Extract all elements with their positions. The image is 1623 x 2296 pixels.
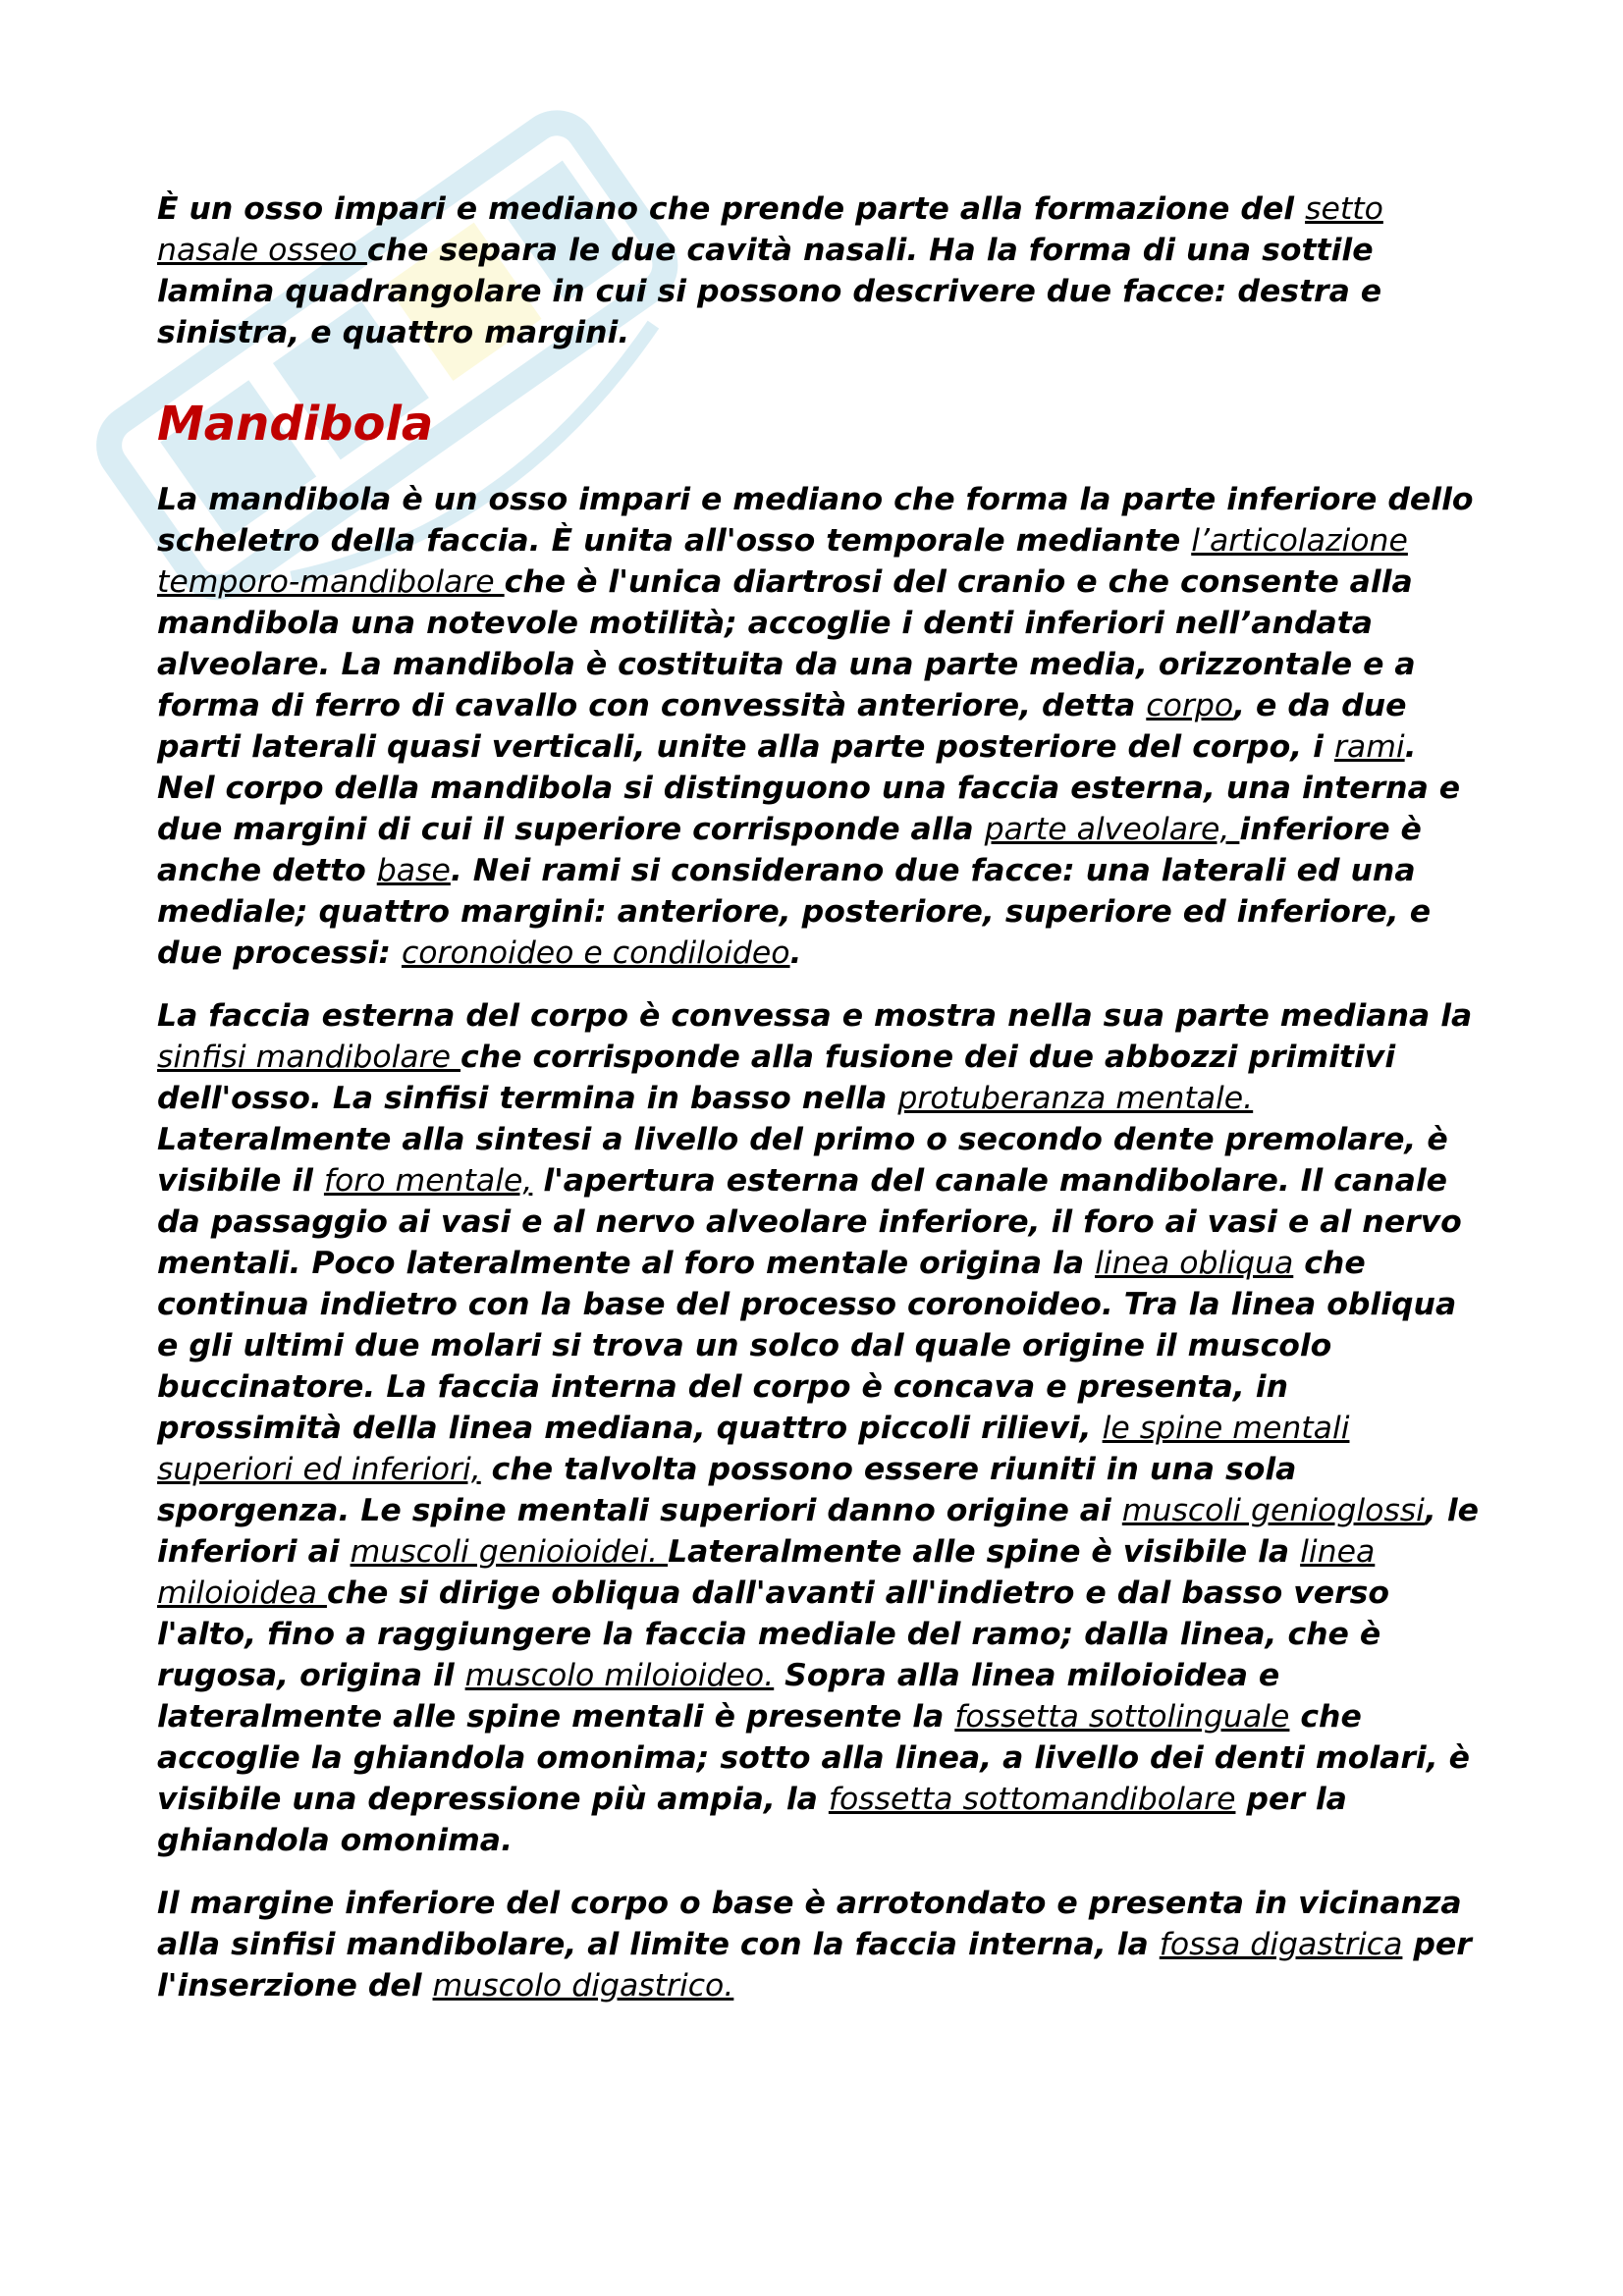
underlined-term: fossetta sottomandibolare: [828, 1782, 1236, 1817]
underlined-term: muscoli genioglossi: [1121, 1493, 1425, 1528]
text-run: per la ghiandola omonima.: [157, 1782, 1347, 1858]
intro-paragraph: [157, 188, 1483, 353]
text-run: che corrisponde alla fusione dei due abbozzi primitivi dell'osso. La sinfisi termina in basso nella: [157, 1040, 1396, 1116]
text-run: per l'inserzione del: [157, 1927, 1472, 2003]
text-run: che accoglie la ghiandola omonima; sotto alla linea, a livello dei denti molari, è visibile una depressione più ampia, la: [157, 1699, 1471, 1817]
underlined-term: muscolo miloioideo.: [464, 1658, 775, 1693]
external-face-paragraph: [157, 995, 1483, 1861]
text-run: , le inferiori ai: [157, 1493, 1480, 1570]
text-run: che continua indietro con la base del processo coronoideo. Tra la linea obliqua e gli ultimi due molari si trova un solco dal quale origine il muscolo buccinatore. La faccia interna del corpo è concava e presenta, in prossimità della linea mediana, quattro piccoli rilievi,: [157, 1246, 1457, 1446]
underlined-term: linea obliqua: [1095, 1246, 1294, 1281]
document-body: [157, 188, 1483, 2006]
text-run: Sopra alla linea miloioidea e lateralmente alle spine mentali è presente la: [157, 1658, 1280, 1735]
underlined-term: linea miloioidea: [157, 1534, 1376, 1611]
text-run: La mandibola è un osso impari e mediano che forma la parte inferiore dello scheletro della faccia. È unita all'osso temporale mediante: [157, 482, 1474, 559]
text-run: .: [789, 935, 802, 971]
text-run: che è l'unica diartrosi del cranio e che consente alla mandibola una notevole motilità; accoglie i denti inferiori nell’andata alveolare. La mandibola è costituita da una parte media, orizzontale e a forma di ferro di cavallo con convessità anteriore, detta: [157, 564, 1416, 723]
text-run: che si dirige obliqua dall'avanti all'indietro e dal basso verso l'alto, fino a raggiungere la faccia mediale del ramo; dalla linea, che è rugosa, origina il: [157, 1575, 1390, 1693]
lower-margin-paragraph: [157, 1883, 1483, 2006]
text-run: . Nei rami si considerano due facce: una laterali ed una mediale; quattro margini: anteriore, posteriore, superiore ed inferiore, e due processi:: [157, 853, 1432, 971]
underlined-term: l’articolazione temporo-mandibolare: [157, 523, 1408, 600]
underlined-term: base: [376, 853, 451, 888]
underlined-term: rami: [1333, 729, 1405, 765]
text-run: che separa le due cavità nasali. Ha la forma di una sottile lamina quadrangolare in cui si possono descrivere due facce: destra e sinistra, e quattro margini.: [157, 233, 1382, 350]
underlined-term: muscolo digastrico.: [432, 1968, 734, 2003]
text-run: , e da due parti laterali quasi verticali, unite alla parte posteriore del corpo, i: [157, 688, 1407, 765]
underlined-term: corpo: [1146, 688, 1234, 723]
underlined-term: fossa digastrica: [1159, 1927, 1403, 1962]
text-run: inferiore è anche detto: [157, 812, 1422, 888]
underlined-term: coronoideo e condiloideo: [401, 935, 790, 971]
text-run: che talvolta possono essere riuniti in una sola sporgenza. Le spine mentali superiori danno origine ai: [157, 1452, 1297, 1528]
mandible-overview-paragraph: [157, 479, 1483, 974]
text-run: Lateralmente alle spine è visibile la: [668, 1534, 1301, 1570]
text-run: Il margine inferiore del corpo o base è arrotondato e presenta in vicinanza alla sinfisi mandibolare, al limite con la faccia interna, la: [157, 1886, 1462, 1962]
underlined-term: sinfisi mandibolare: [157, 1040, 461, 1075]
underlined-term: foro mentale,: [323, 1163, 533, 1199]
text-run: Lateralmente alla sintesi a livello del primo o secondo dente premolare, è visibile il: [157, 1122, 1448, 1199]
underlined-term: le spine mentali superiori ed inferiori,: [157, 1411, 1350, 1487]
underlined-term: fossetta sottolinguale: [954, 1699, 1290, 1735]
text-run: La faccia esterna del corpo è convessa e mostra nella sua parte mediana la: [157, 998, 1473, 1034]
text-run: l'apertura esterna del canale mandibolare. Il canale da passaggio ai vasi e al nervo alveolare inferiore, il foro ai vasi e al nervo mentali. Poco lateralmente al foro mentale origina la: [157, 1163, 1462, 1281]
underlined-term: muscoli genioioidei.: [350, 1534, 669, 1570]
underlined-term: protuberanza mentale.: [897, 1081, 1254, 1116]
underlined-term: setto nasale osseo: [157, 191, 1383, 268]
text-run: . Nel corpo della mandibola si distinguono una faccia esterna, una interna e due margini di cui il superiore corrisponde alla: [157, 729, 1461, 847]
section-heading: Mandibola: [157, 397, 434, 452]
underlined-term: parte alveolare,: [984, 812, 1240, 847]
text-run: È un osso impari e mediano che prende parte alla formazione del: [157, 191, 1306, 227]
